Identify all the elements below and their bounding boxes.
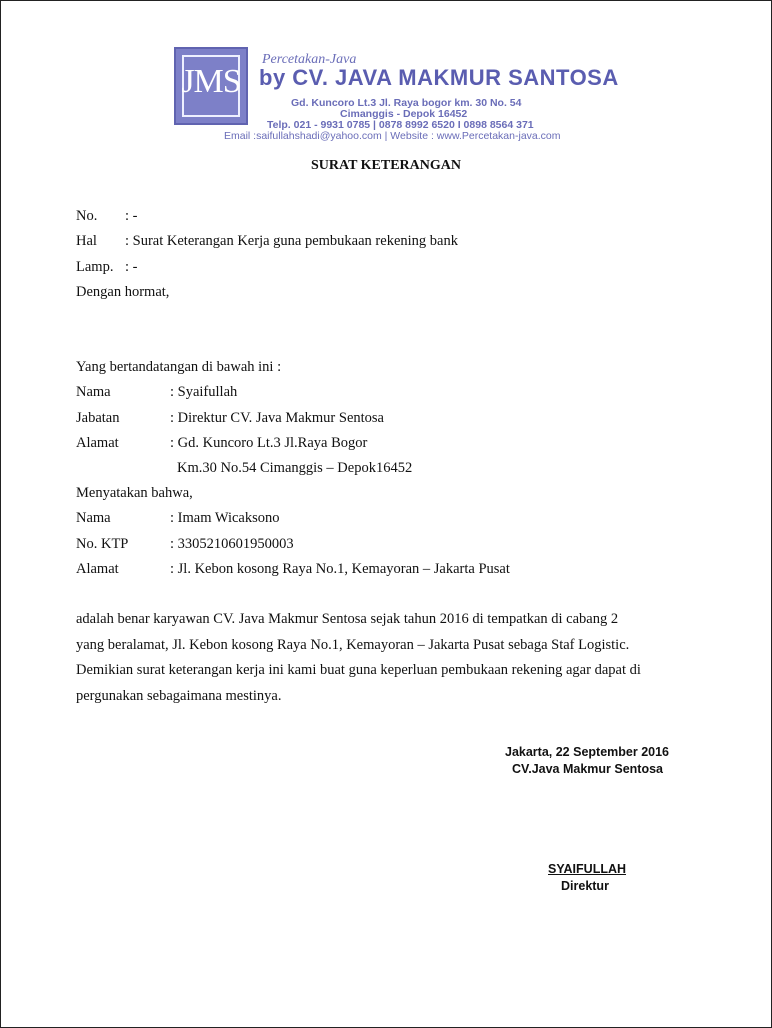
signer-address-line2: Km.30 No.54 Cimanggis – Depok16452	[177, 460, 413, 476]
employee-label-name: Nama	[76, 510, 111, 526]
employee-value-address: : Jl. Kebon kosong Raya No.1, Kemayoran – Jakarta Pusat	[170, 561, 510, 577]
body-line-3: Demikian surat keterangan kerja ini kami buat guna keperluan pembukaan rekening agar dapat di	[76, 662, 641, 678]
letterhead-address: Gd. Kuncoro Lt.3 Jl. Raya bogor km. 30 No. 54	[291, 97, 522, 109]
meta-label-no: No.	[76, 208, 98, 224]
signer-label-name: Nama	[76, 384, 111, 400]
greeting: Dengan hormat,	[76, 284, 170, 300]
meta-label-lamp: Lamp.	[76, 259, 114, 275]
employee-label-address: Alamat	[76, 561, 119, 577]
signer-intro: Yang bertandatangan di bawah ini :	[76, 359, 282, 375]
signer-name: SYAIFULLAH	[548, 862, 627, 876]
company-logo	[174, 47, 248, 125]
letterhead-tagline: Percetakan-Java	[262, 52, 357, 67]
meta-value-hal: : Surat Keterangan Kerja guna pembukaan rekening bank	[125, 233, 458, 249]
body-paragraph	[76, 607, 681, 709]
signer-label-position: Jabatan	[76, 410, 120, 426]
meta-value-lamp: : -	[125, 259, 138, 275]
body-line-2: yang beralamat, Jl. Kebon kosong Raya No.1, Kemayoran – Jakarta Pusat sebaga Staf Logistic.	[76, 636, 630, 653]
employee-label-ktp: No. KTP	[76, 536, 129, 552]
employee-value-ktp: : 3305210601950003	[170, 536, 294, 552]
signer-value-name: : Syaifullah	[170, 384, 238, 400]
closing-company: CV.Java Makmur Sentosa	[512, 762, 664, 776]
logo-text: JMS	[181, 63, 241, 100]
body-line-1: adalah benar karyawan CV. Java Makmur Sentosa sejak tahun 2016 di tempatkan di cabang 2	[76, 611, 619, 627]
signer-label-address: Alamat	[76, 435, 119, 451]
letterhead-email-website: Email :saifullahshadi@yahoo.com | Website : www.Percetakan-java.com	[224, 130, 561, 142]
letter-title: SURAT KETERANGAN	[310, 158, 461, 173]
meta-label-hal: Hal	[76, 233, 97, 249]
letterhead-company: by CV. JAVA MAKMUR SANTOSA	[259, 65, 619, 90]
letterhead-phone: Telp. 021 - 9931 0785 | 0878 8992 6520 I 0898 8564 371	[267, 119, 534, 131]
letterhead-city: Cimanggis - Depok 16452	[340, 108, 468, 120]
place-date: Jakarta, 22 September 2016	[505, 745, 669, 759]
employee-value-name: : Imam Wicaksono	[170, 510, 280, 526]
meta-value-no: : -	[125, 208, 138, 224]
body-line-4: pergunakan sebagaimana mestinya.	[76, 687, 282, 704]
signer-value-position: : Direktur CV. Java Makmur Sentosa	[170, 410, 384, 426]
declares-text: Menyatakan bahwa,	[76, 485, 193, 501]
signer-value-address: : Gd. Kuncoro Lt.3 Jl.Raya Bogor	[170, 435, 368, 451]
signer-title: Direktur	[561, 879, 609, 893]
